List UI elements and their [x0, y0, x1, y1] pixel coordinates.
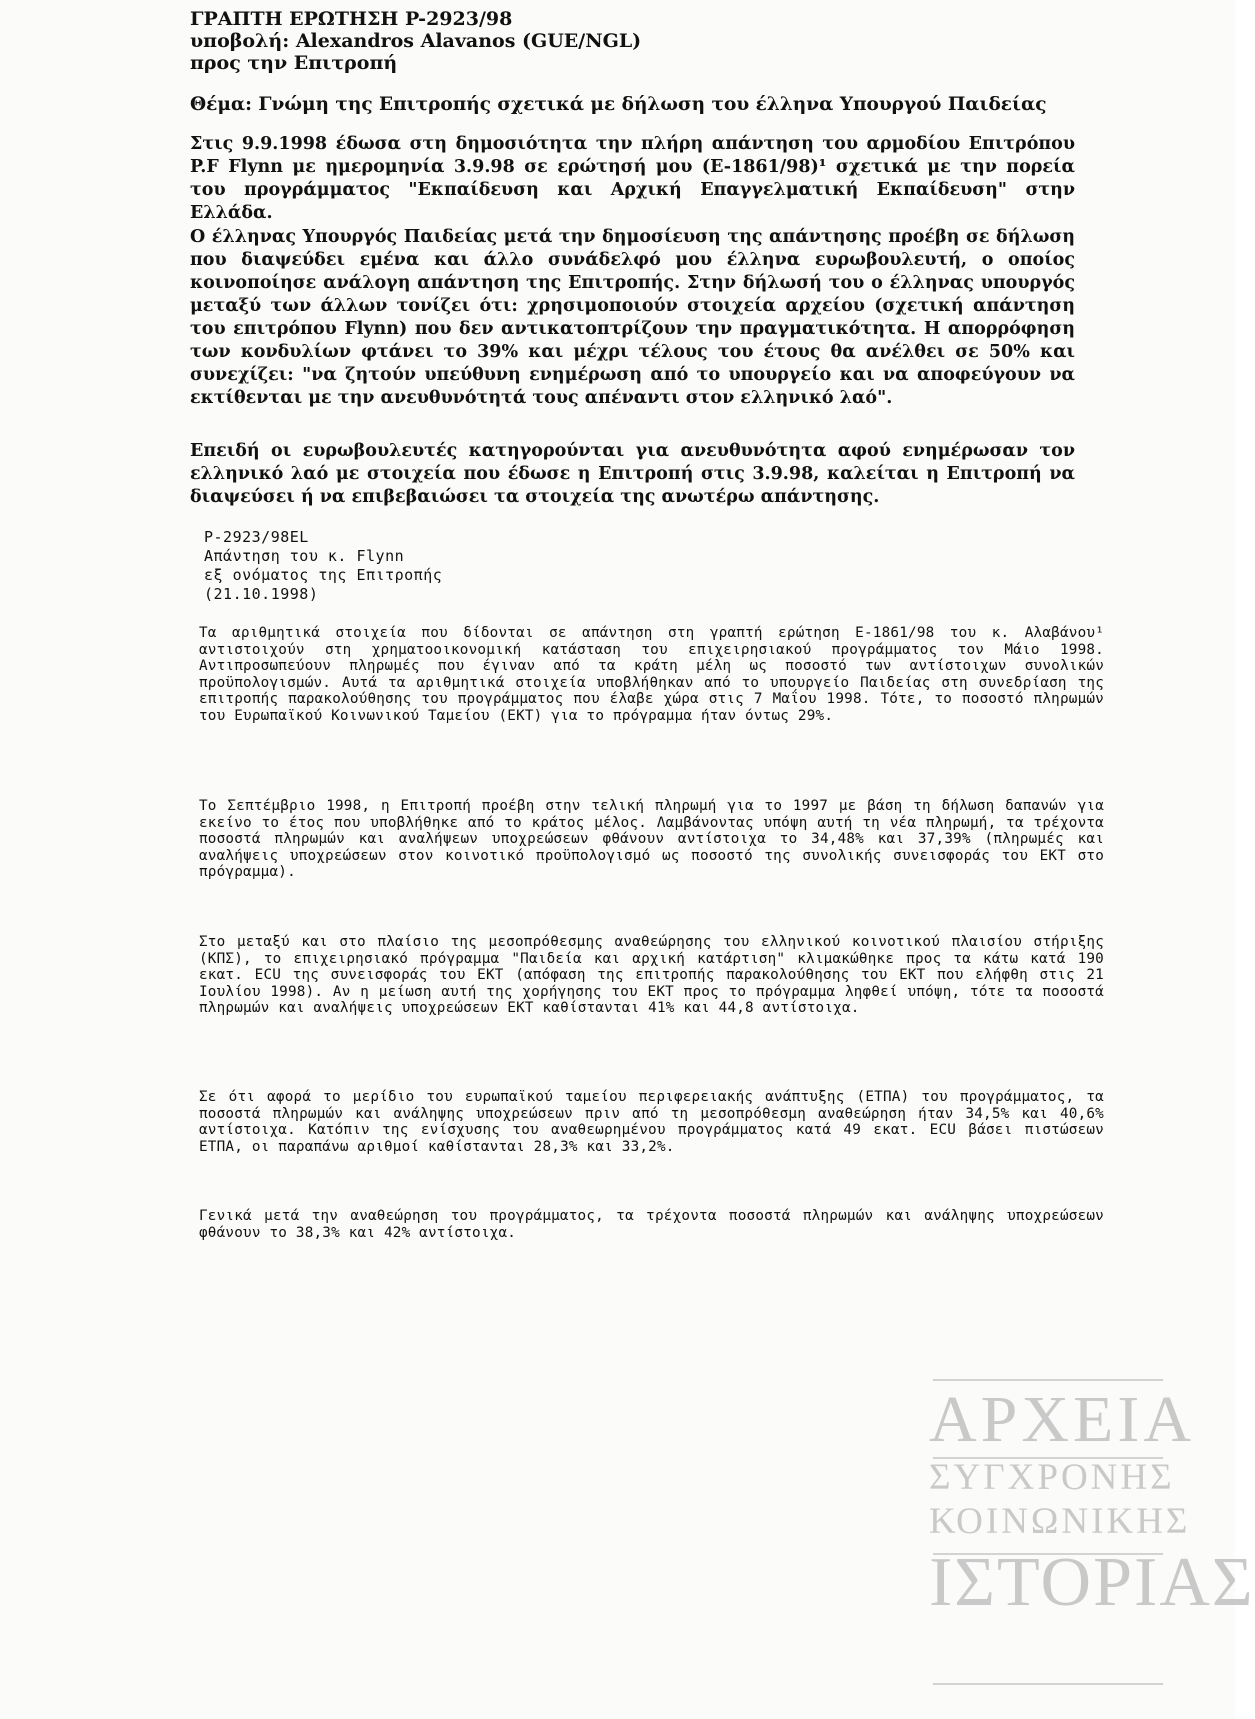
answer-on-behalf: εξ ονόματος της Επιτροπής	[204, 566, 443, 584]
question-paragraph-2: Ο έλληνας Υπουργός Παιδείας μετά την δημοσίευση της απάντησης προέβη σε δήλωση που διαψεύδει εμένα και άλλο συνάδελφό μου έλληνα ευρωβουλευτή, ο οποίος κοινοποίησε ανάλογη απάντηση της Επιτροπής. Στην δήλωσή του ο έλληνας υπουργός μεταξύ των άλλων τονίζει ότι: χρησιμοποιούν στοιχεία αρχείου (σχετική απάντηση του επιτρόπου Flynn) που δεν αντικατοπτρίζουν την πραγματικότητα. Η απορρόφηση των κονδυλίων φτάνει το 39% και μέχρι τέλους του έτους θα ανέλθει σε 50% και συνεχίζει: "να ζητούν υπεύθυνη ενημέρωση από το υπουργείο και να αποφεύγουν να εκτίθενται με την ανευθυνότητά τους απέναντι στον ελληνικό λαό".	[190, 227, 1075, 408]
question-paragraph-1: Στις 9.9.1998 έδωσα στη δημοσιότητα την πλήρη απάντηση του αρμοδίου Επιτρόπου P.F Flynn με ημερομηνία 3.9.98 σε ερώτησή μου (E-1861/98)¹ σχετικά με την πορεία του προγράμματος "Εκπαίδευση και Αρχική Επαγγελματική Εκπαίδευση" στην Ελλάδα.	[190, 134, 1075, 223]
archive-stamp	[929, 1374, 1255, 1690]
answer-paragraph-3: Στο μεταξύ και στο πλαίσιο της μεσοπρόθεσμης αναθεώρησης του ελληνικού κοινοτικού πλαισίου στήριξης (ΚΠΣ), το επιχειρησιακό πρόγραμμα "Παιδεία και αρχική κατάρτιση" κλιμακώθηκε προς τα κάτω κατά 190 εκατ. ECU της συνεισφοράς του ΕΚΤ (απόφαση της επιτροπής παρακολούθησης του ΕΚΤ που ελήφθη στις 21 Ιουλίου 1998). Αν η μείωση αυτή της χορήγησης του ΕΚΤ προς το πρόγραμμα ληφθεί υπόψη, τότε τα ποσοστά πληρωμών και αναλήψεις υποχρεώσεων ΕΚΤ καθίστανται 41% και 44,8 αντίστοιχα.	[199, 934, 1104, 1016]
answer-paragraph-4: Σε ότι αφορά το μερίδιο του ευρωπαϊκού ταμείου περιφερειακής ανάπτυξης (ΕΤΠΑ) του προγράμματος, τα ποσοστά πληρωμών και ανάληψης υποχρεώσεων πριν από τη μεσοπρόθεσμη αναθεώρηση ήταν 34,5% και 40,6% αντίστοιχα. Κατόπιν της ενίσχυσης του αναθεωρημένου προγράμματος κατά 49 εκατ. ECU βάσει πιστώσεων ΕΤΠΑ, οι παραπάνω αριθμοί καθίστανται 28,3% και 33,2%.	[199, 1089, 1104, 1155]
archive-stamp-line-2: ΣΥΓΧΡΟΝΗΣ	[929, 1457, 1175, 1498]
answer-header	[204, 528, 704, 604]
question-submitter: υποβολή: Alexandros Alavanos (GUE/NGL)	[190, 30, 642, 52]
archive-stamp-line-1: ΑΡΧΕΙΑ	[929, 1383, 1195, 1456]
question-addressee: προς την Επιτροπή	[190, 52, 398, 74]
answer-reference: P-2923/98EL	[204, 528, 309, 546]
answer-paragraph-5: Γενικά μετά την αναθεώρηση του προγράμματος, τα τρέχοντα ποσοστά πληρωμών και ανάληψης υποχρεώσεων φθάνουν το 38,3% και 42% αντίστοιχα.	[199, 1208, 1104, 1241]
archive-stamp-line-3: ΚΟΙΝΩΝΙΚΗΣ	[929, 1501, 1191, 1542]
answer-paragraph-1: Τα αριθμητικά στοιχεία που δίδονται σε απάντηση στη γραπτή ερώτηση E-1861/98 του κ. Αλαβάνου¹ αντιστοιχούν στη χρηματοοικονομική κατάσταση του επιχειρησιακού προγράμματος τον Μάιο 1998. Αντιπροσωπεύουν πληρωμές που έγιναν από τα κράτη μέλη ως ποσοστό των αντίστοιχων συνολικών προϋπολογισμών. Αυτά τα αριθμητικά στοιχεία υποβλήθηκαν από το υπουργείο Παιδείας στη συνεδρίαση της επιτροπής παρακολούθησης του προγράμματος που έλαβε χώρα στις 7 Μαΐου 1998. Τότε, το ποσοστό πληρωμών του Ευρωπαϊκού Κοινωνικού Ταμείου (ΕΚΤ) για το πρόγραμμα ήταν όντως 29%.	[199, 625, 1104, 724]
question-title: ΓΡΑΠΤΗ ΕΡΩΤΗΣΗ P-2923/98	[190, 8, 513, 30]
answer-paragraph-2: Το Σεπτέμβριο 1998, η Επιτροπή προέβη στην τελική πληρωμή για το 1997 με βάση τη δήλωση δαπανών για εκείνο το έτος που υποβλήθηκε από το κράτος μέλος. Λαμβάνοντας υπόψη αυτή τη νέα πληρωμή, τα τρέχοντα ποσοστά πληρωμών και αναλήψεων υποχρεώσεων φθάνουν αντίστοιχα το 34,48% και 37,39% (πληρωμές και αναλήψεις υποχρεώσεων στον κοινοτικό προϋπολογισμό ως ποσοστό της συνολικής συνεισφοράς του ΕΚΤ στο πρόγραμμα).	[199, 798, 1104, 880]
question-subject: Θέμα: Γνώμη της Επιτροπής σχετικά με δήλωση του έλληνα Υπουργού Παιδείας	[190, 94, 1047, 115]
answer-by: Απάντηση του κ. Flynn	[204, 547, 405, 565]
answer-date: (21.10.1998)	[204, 585, 319, 603]
question-paragraph-3: Επειδή οι ευρωβουλευτές κατηγορούνται για ανευθυνότητα αφού ενημέρωσαν τον ελληνικό λαό με στοιχεία που έδωσε η Επιτροπή στις 3.9.98, καλείται η Επιτροπή να διαψεύσει ή να επιβεβαιώσει τα στοιχεία της ανωτέρω απάντησης.	[190, 441, 1075, 507]
archive-stamp-line-4: ΙΣΤΟΡΙΑΣ	[929, 1544, 1255, 1621]
question-header	[190, 8, 1090, 74]
